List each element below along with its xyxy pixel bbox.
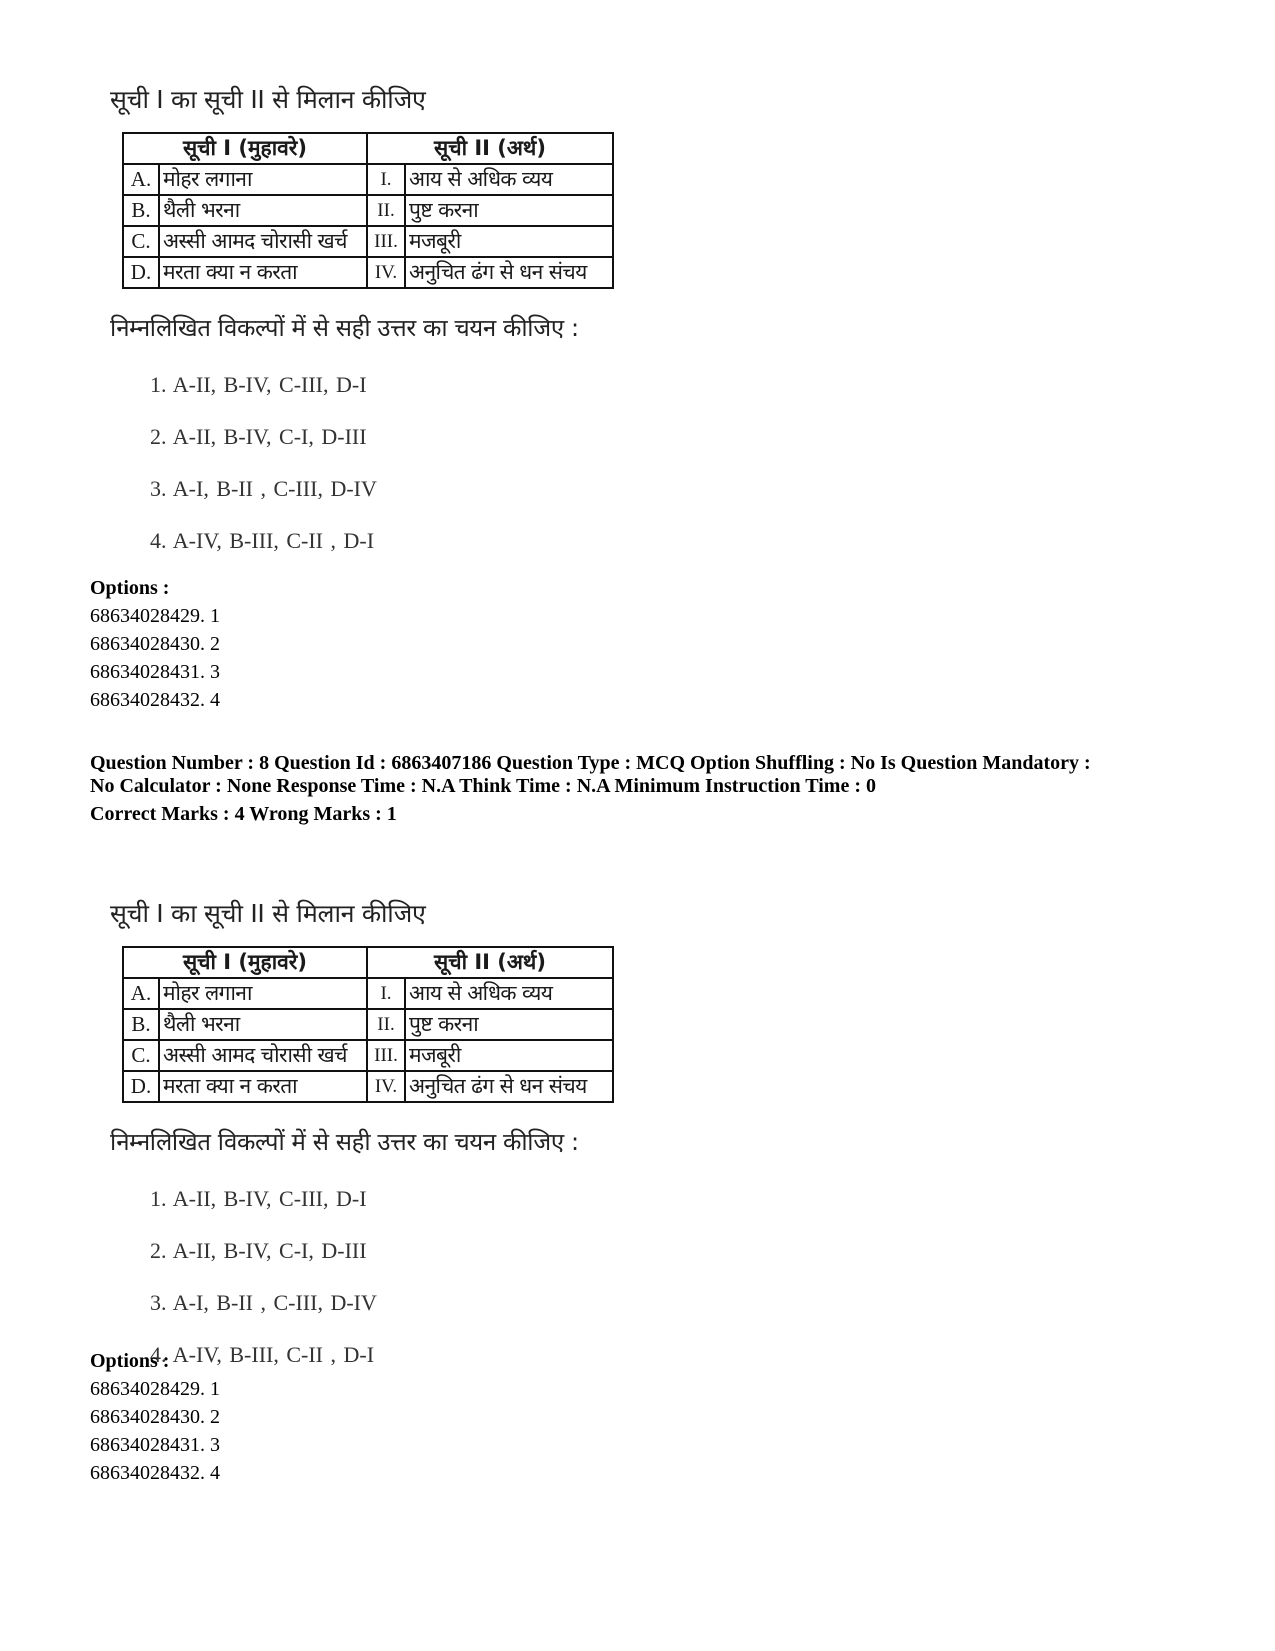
option-item: 68634028432. 4 [90, 689, 220, 711]
meaning-cell: आय से अधिक व्यय [405, 164, 613, 195]
table-row [123, 1040, 613, 1071]
question-meta-line: Question Number : 8 Question Id : 6863407186 Question Type : MCQ Option Shuffling : No Is Question Mandatory : [90, 752, 1091, 774]
choice-item: 1. A-II, B-IV, C-III, D-I [150, 372, 367, 397]
meaning-cell: अनुचित ढंग से धन संचय [405, 1071, 613, 1102]
question-8-image [110, 896, 630, 1387]
question-meta [90, 752, 1200, 826]
row-label: C. [123, 226, 159, 257]
table-row [123, 1071, 613, 1102]
choice-item: 2. A-II, B-IV, C-I, D-III [150, 1238, 367, 1263]
table-row [123, 195, 613, 226]
table-row [123, 164, 613, 195]
row-label: B. [123, 195, 159, 226]
list-2-header: सूची II (अर्थ) [367, 947, 613, 978]
marks-line: Correct Marks : 4 Wrong Marks : 1 [90, 803, 397, 825]
option-item: 68634028431. 3 [90, 661, 220, 683]
meaning-cell: मजबूरी [405, 1040, 613, 1071]
list-1-header: सूची I (मुहावरे) [123, 133, 367, 164]
table-row [123, 978, 613, 1009]
options-list [90, 1347, 220, 1487]
matching-table [122, 132, 614, 289]
option-item: 68634028430. 2 [90, 1406, 220, 1428]
matching-table [122, 946, 614, 1103]
choice-item: 3. A-I, B-II , C-III, D-IV [150, 1290, 377, 1315]
table-row [123, 257, 613, 288]
row-label: B. [123, 1009, 159, 1040]
idiom-cell: थैली भरना [159, 195, 367, 226]
row-label: D. [123, 257, 159, 288]
table-header-row [123, 947, 613, 978]
choice-item: 1. A-II, B-IV, C-III, D-I [150, 1186, 367, 1211]
question-instruction: निम्नलिखित विकल्पों में से सही उत्तर का चयन कीजिए : [110, 314, 579, 342]
meaning-label: I. [367, 978, 405, 1009]
option-item: 68634028430. 2 [90, 633, 220, 655]
idiom-cell: मोहर लगाना [159, 978, 367, 1009]
row-label: C. [123, 1040, 159, 1071]
idiom-cell: मरता क्या न करता [159, 257, 367, 288]
question-prompt: सूची I का सूची II से मिलान कीजिए [110, 85, 426, 114]
answer-choices [110, 365, 630, 573]
option-item: 68634028429. 1 [90, 605, 220, 627]
idiom-cell: अस्सी आमद चोरासी खर्च [159, 226, 367, 257]
table-row [123, 226, 613, 257]
list-2-header: सूची II (अर्थ) [367, 133, 613, 164]
option-item: 68634028431. 3 [90, 1434, 220, 1456]
idiom-cell: मोहर लगाना [159, 164, 367, 195]
meaning-label: II. [367, 1009, 405, 1040]
table-row [123, 1009, 613, 1040]
choice-item: 4. A-IV, B-III, C-II , D-I [150, 528, 375, 553]
idiom-cell: मरता क्या न करता [159, 1071, 367, 1102]
meaning-label: I. [367, 164, 405, 195]
row-label: A. [123, 164, 159, 195]
meaning-cell: पुष्ट करना [405, 195, 613, 226]
meaning-label: III. [367, 226, 405, 257]
options-list [90, 574, 220, 714]
question-7-image [110, 82, 630, 573]
question-instruction: निम्नलिखित विकल्पों में से सही उत्तर का चयन कीजिए : [110, 1128, 579, 1156]
row-label: D. [123, 1071, 159, 1102]
option-item: 68634028429. 1 [90, 1378, 220, 1400]
question-meta-line: No Calculator : None Response Time : N.A Think Time : N.A Minimum Instruction Time : 0 [90, 775, 876, 797]
meaning-label: II. [367, 195, 405, 226]
table-header-row [123, 133, 613, 164]
choice-item: 3. A-I, B-II , C-III, D-IV [150, 476, 377, 501]
meaning-cell: मजबूरी [405, 226, 613, 257]
question-prompt: सूची I का सूची II से मिलान कीजिए [110, 899, 426, 928]
meaning-label: IV. [367, 257, 405, 288]
options-heading: Options : [90, 1350, 170, 1372]
meaning-cell: आय से अधिक व्यय [405, 978, 613, 1009]
meaning-label: IV. [367, 1071, 405, 1102]
meaning-cell: अनुचित ढंग से धन संचय [405, 257, 613, 288]
meaning-label: III. [367, 1040, 405, 1071]
meaning-cell: पुष्ट करना [405, 1009, 613, 1040]
options-heading: Options : [90, 577, 170, 599]
row-label: A. [123, 978, 159, 1009]
list-1-header: सूची I (मुहावरे) [123, 947, 367, 978]
choice-item: 2. A-II, B-IV, C-I, D-III [150, 424, 367, 449]
idiom-cell: थैली भरना [159, 1009, 367, 1040]
option-item: 68634028432. 4 [90, 1462, 220, 1484]
choice-item: 4. A-IV, B-III, C-II , D-I [150, 1342, 375, 1367]
idiom-cell: अस्सी आमद चोरासी खर्च [159, 1040, 367, 1071]
